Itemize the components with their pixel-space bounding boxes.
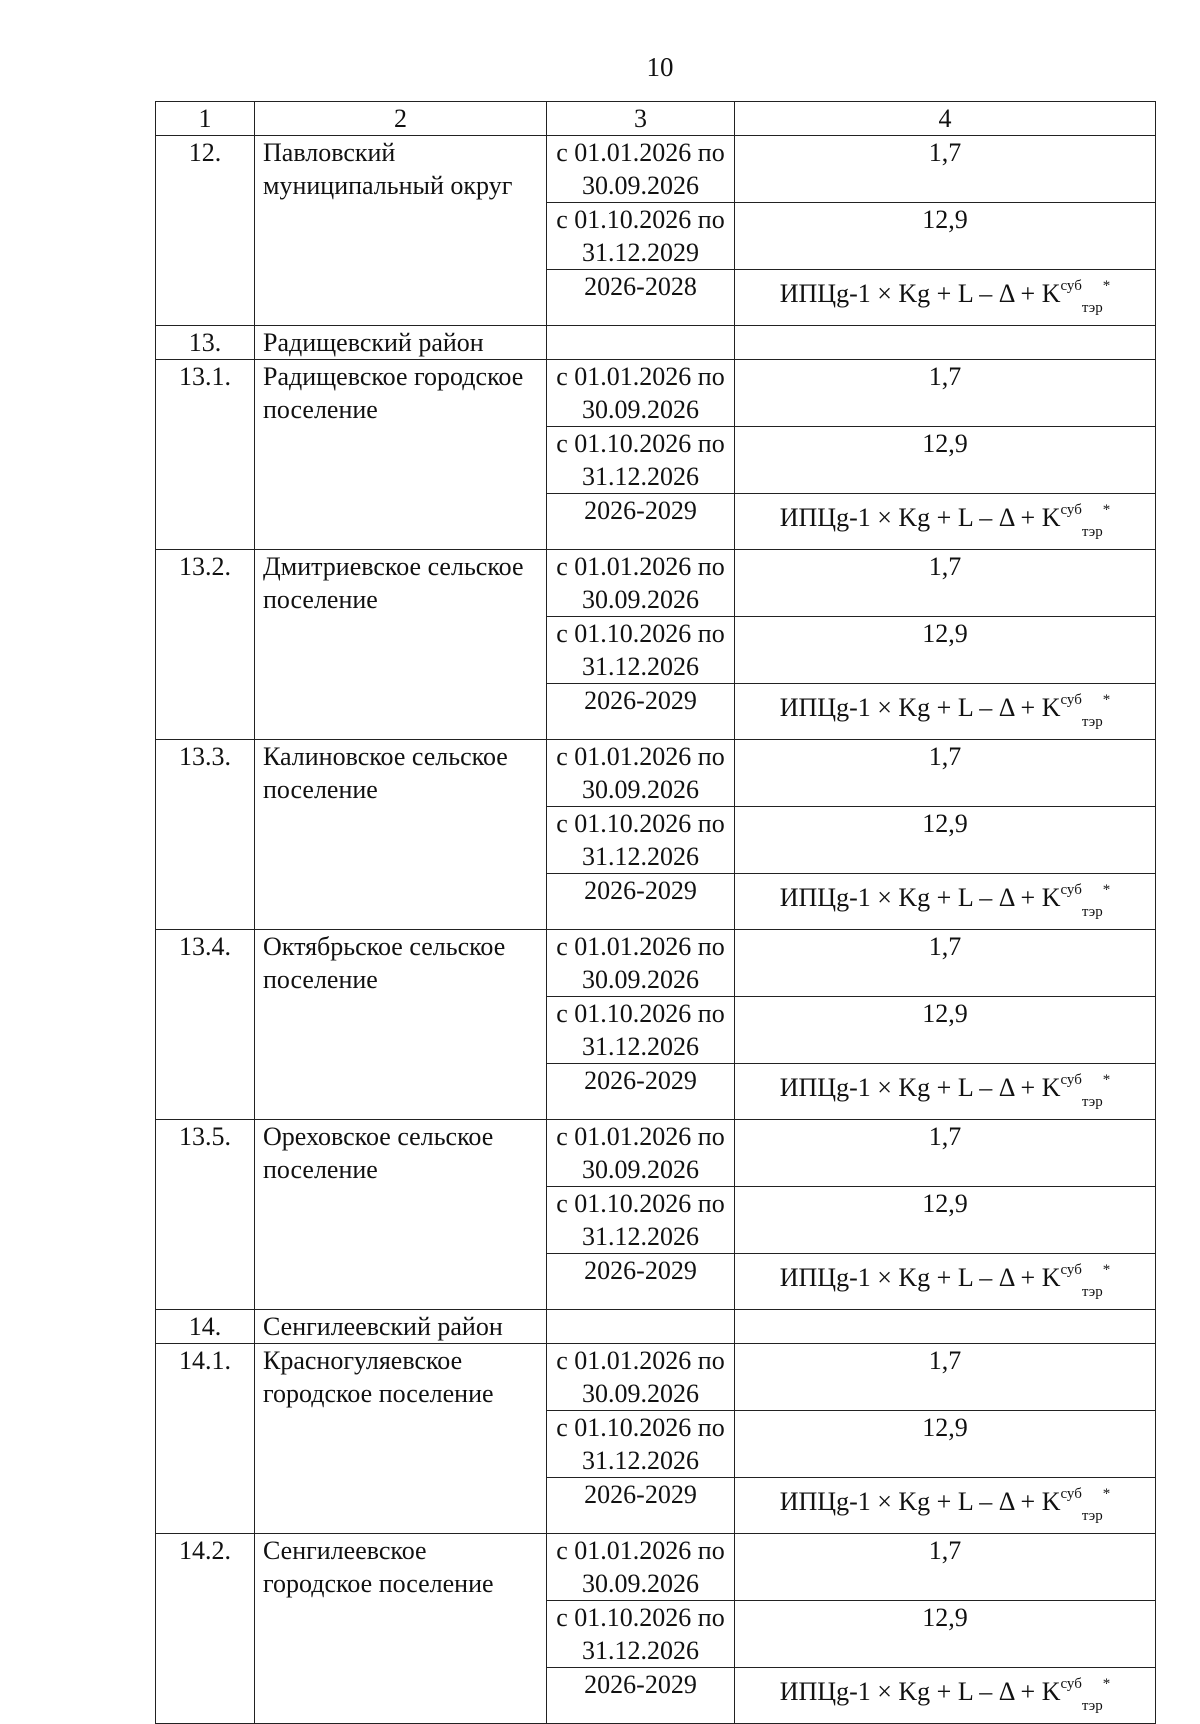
column-header: 2 xyxy=(255,102,547,136)
formula-superscript: суб xyxy=(1060,692,1082,708)
municipality-name: Дмитриевское сельское поселение xyxy=(255,550,547,740)
table-row xyxy=(156,550,1156,617)
tariff-table xyxy=(155,101,1156,1724)
value-cell: 12,9 xyxy=(735,617,1156,684)
period-cell: с 01.01.2026 по 30.09.2026 xyxy=(547,740,735,807)
row-number: 14.1. xyxy=(156,1344,255,1534)
formula-subscript: тэр xyxy=(1081,1094,1103,1110)
period-cell: с 01.01.2026 по 30.09.2026 xyxy=(547,1344,735,1411)
period-cell: с 01.10.2026 по 31.12.2026 xyxy=(547,997,735,1064)
period-cell: с 01.01.2026 по 30.09.2026 xyxy=(547,550,735,617)
municipality-name: Сенгилеевское городское поселение xyxy=(255,1534,547,1724)
value-cell: 1,7 xyxy=(735,1120,1156,1187)
section-row xyxy=(156,1310,1156,1344)
municipality-name: Калиновское сельское поселение xyxy=(255,740,547,930)
value-cell: 12,9 xyxy=(735,997,1156,1064)
period-cell: 2026-2029 xyxy=(547,1668,735,1724)
formula-superscript: суб xyxy=(1060,1486,1082,1502)
value-cell: 1,7 xyxy=(735,1344,1156,1411)
formula-superscript: суб xyxy=(1060,1676,1082,1692)
period-cell: 2026-2029 xyxy=(547,1064,735,1120)
column-header: 3 xyxy=(547,102,735,136)
column-header: 4 xyxy=(735,102,1156,136)
formula-star: * xyxy=(1102,1072,1111,1088)
period-cell: с 01.01.2026 по 30.09.2026 xyxy=(547,360,735,427)
formula-superscript: суб xyxy=(1060,1072,1082,1088)
formula-star: * xyxy=(1102,1486,1111,1502)
column-header: 1 xyxy=(156,102,255,136)
value-cell: 12,9 xyxy=(735,1187,1156,1254)
formula-subscript: тэр xyxy=(1081,904,1103,920)
formula-subscript: тэр xyxy=(1081,524,1103,540)
formula-main: ИПЦg-1 × Kg + L – Δ + K xyxy=(779,279,1061,308)
formula-cell xyxy=(735,1064,1156,1120)
municipality-name: Октябрьское сельское поселение xyxy=(255,930,547,1120)
table-row xyxy=(156,930,1156,997)
period-cell: 2026-2029 xyxy=(547,1254,735,1310)
empty-cell xyxy=(547,326,735,360)
formula-star: * xyxy=(1102,278,1111,294)
period-cell: 2026-2029 xyxy=(547,684,735,740)
formula-subscript: тэр xyxy=(1081,1284,1103,1300)
period-cell: с 01.10.2026 по 31.12.2026 xyxy=(547,617,735,684)
row-number: 13.1. xyxy=(156,360,255,550)
formula-star: * xyxy=(1102,692,1111,708)
table-row xyxy=(156,1120,1156,1187)
municipality-name: Павловский муниципальный округ xyxy=(255,136,547,326)
formula-star: * xyxy=(1102,1262,1111,1278)
row-number: 12. xyxy=(156,136,255,326)
formula-star: * xyxy=(1102,1676,1111,1692)
formula-cell xyxy=(735,874,1156,930)
period-cell: с 01.10.2026 по 31.12.2029 xyxy=(547,203,735,270)
value-cell: 12,9 xyxy=(735,427,1156,494)
table-row xyxy=(156,740,1156,807)
formula-main: ИПЦg-1 × Kg + L – Δ + K xyxy=(779,1487,1061,1516)
formula-star: * xyxy=(1102,502,1111,518)
formula-main: ИПЦg-1 × Kg + L – Δ + K xyxy=(779,1263,1061,1292)
table-row xyxy=(156,1344,1156,1411)
period-cell: 2026-2028 xyxy=(547,270,735,326)
period-cell: с 01.10.2026 по 31.12.2026 xyxy=(547,1411,735,1478)
formula-main: ИПЦg-1 × Kg + L – Δ + K xyxy=(779,1073,1061,1102)
formula-subscript: тэр xyxy=(1081,714,1103,730)
table-body xyxy=(156,136,1156,1724)
value-cell: 1,7 xyxy=(735,1534,1156,1601)
value-cell: 1,7 xyxy=(735,136,1156,203)
formula-subscript: тэр xyxy=(1081,1508,1103,1524)
formula-main: ИПЦg-1 × Kg + L – Δ + K xyxy=(779,883,1061,912)
value-cell: 12,9 xyxy=(735,203,1156,270)
row-number: 14. xyxy=(156,1310,255,1344)
formula-main: ИПЦg-1 × Kg + L – Δ + K xyxy=(779,693,1061,722)
value-cell: 1,7 xyxy=(735,930,1156,997)
period-cell: с 01.10.2026 по 31.12.2026 xyxy=(547,1601,735,1668)
formula-main: ИПЦg-1 × Kg + L – Δ + K xyxy=(779,1677,1061,1706)
municipality-name: Ореховское сельское поселение xyxy=(255,1120,547,1310)
formula-cell xyxy=(735,494,1156,550)
period-cell: с 01.10.2026 по 31.12.2026 xyxy=(547,427,735,494)
value-cell: 1,7 xyxy=(735,550,1156,617)
period-cell: с 01.01.2026 по 30.09.2026 xyxy=(547,1120,735,1187)
formula-superscript: суб xyxy=(1060,502,1082,518)
period-cell: с 01.01.2026 по 30.09.2026 xyxy=(547,1534,735,1601)
empty-cell xyxy=(735,326,1156,360)
period-cell: с 01.10.2026 по 31.12.2026 xyxy=(547,1187,735,1254)
row-number: 13.4. xyxy=(156,930,255,1120)
formula-superscript: суб xyxy=(1060,278,1082,294)
value-cell: 1,7 xyxy=(735,360,1156,427)
section-row xyxy=(156,326,1156,360)
value-cell: 12,9 xyxy=(735,1411,1156,1478)
period-cell: 2026-2029 xyxy=(547,1478,735,1534)
row-number: 13.5. xyxy=(156,1120,255,1310)
table-row xyxy=(156,136,1156,203)
period-cell: с 01.01.2026 по 30.09.2026 xyxy=(547,136,735,203)
formula-cell xyxy=(735,684,1156,740)
table-row xyxy=(156,360,1156,427)
value-cell: 12,9 xyxy=(735,807,1156,874)
row-number: 14.2. xyxy=(156,1534,255,1724)
row-number: 13.3. xyxy=(156,740,255,930)
section-name: Радищевский район xyxy=(255,326,547,360)
period-cell: с 01.01.2026 по 30.09.2026 xyxy=(547,930,735,997)
page-number: 10 xyxy=(646,52,674,82)
municipality-name: Радищевское городское поселение xyxy=(255,360,547,550)
value-cell: 1,7 xyxy=(735,740,1156,807)
formula-star: * xyxy=(1102,882,1111,898)
header-row xyxy=(156,102,1156,136)
empty-cell xyxy=(735,1310,1156,1344)
formula-main: ИПЦg-1 × Kg + L – Δ + K xyxy=(779,503,1061,532)
table-row xyxy=(156,1534,1156,1601)
formula-subscript: тэр xyxy=(1081,300,1103,316)
row-number: 13. xyxy=(156,326,255,360)
formula-subscript: тэр xyxy=(1081,1698,1103,1714)
empty-cell xyxy=(547,1310,735,1344)
formula-cell xyxy=(735,1254,1156,1310)
period-cell: 2026-2029 xyxy=(547,494,735,550)
municipality-name: Красногуляевское городское поселение xyxy=(255,1344,547,1534)
formula-superscript: суб xyxy=(1060,1262,1082,1278)
period-cell: 2026-2029 xyxy=(547,874,735,930)
period-cell: с 01.10.2026 по 31.12.2026 xyxy=(547,807,735,874)
formula-cell xyxy=(735,270,1156,326)
value-cell: 12,9 xyxy=(735,1601,1156,1668)
formula-cell xyxy=(735,1478,1156,1534)
section-name: Сенгилеевский район xyxy=(255,1310,547,1344)
formula-superscript: суб xyxy=(1060,882,1082,898)
row-number: 13.2. xyxy=(156,550,255,740)
